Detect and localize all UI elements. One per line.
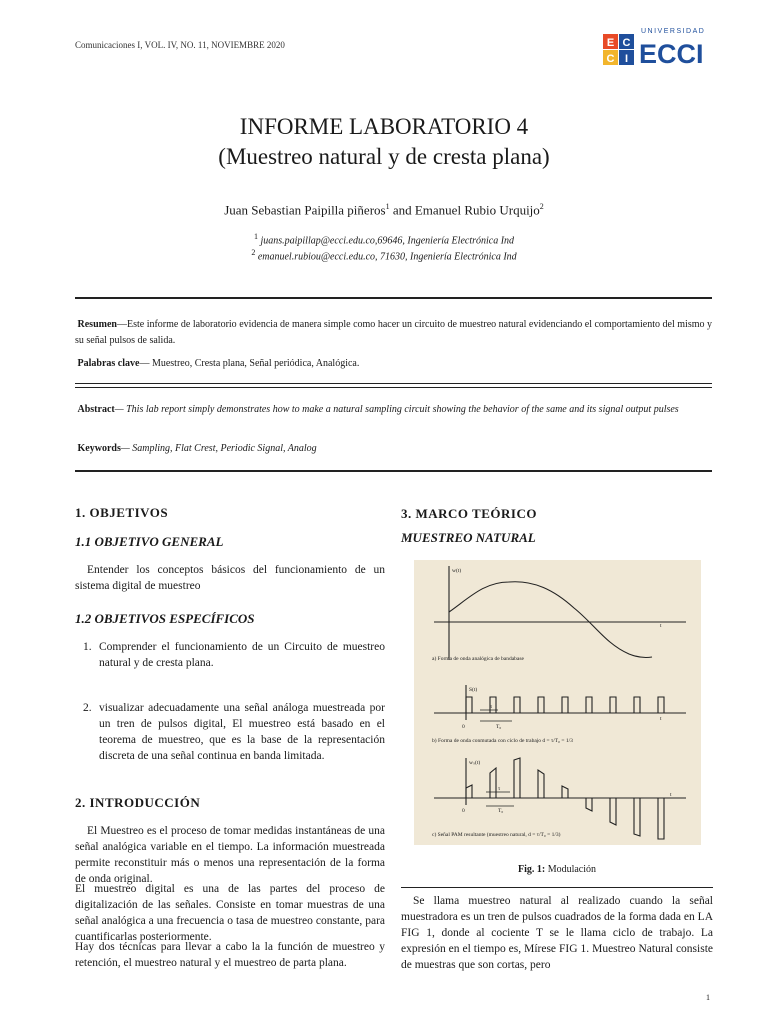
t0-label-b: T₀ [496, 724, 502, 730]
keywords-paragraph: Keywords— Sampling, Flat Crest, Periodic Signal, Analog [77, 443, 317, 454]
section-objetivos: 1. OBJETIVOS [75, 505, 169, 520]
resumen-label: Resumen [77, 319, 117, 330]
running-head: Comunicaciones I, VOL. IV, NO. 11, NOVIEMBRE 2020 [75, 40, 285, 50]
subsection-objetivos-especificos: 1.2 OBJETIVOS ESPECÍFICOS [75, 611, 255, 626]
divider-mid-1 [75, 383, 712, 384]
column-divider [401, 887, 713, 888]
subsection-objetivo-general: 1.1 OBJETIVO GENERAL [75, 534, 224, 549]
marco-paragraph: Se llama muestreo natural al realizado cuando la señal muestradora es un tren de pulsos cuadrados de la forma dada en LA FIG 1, donde al cociente T se le llama ciclo de trabajo. La expresión en el tiempo es, Mírese FIG 1. Muestreo Natural consiste de muestras que son cortas, pero [401, 895, 713, 971]
figure-modulacion [414, 560, 701, 845]
t0-label-c: T₀ [498, 808, 504, 814]
axis-label-s: S(t) [469, 687, 478, 693]
label-c: c) Señal PAM resultante (muestreo natural, d = τ/T₀ = 1/3) [432, 832, 561, 838]
author-1-sup: 1 [385, 202, 390, 211]
svg-text:I: I [624, 53, 629, 65]
logo-top-text: UNIVERSIDAD [641, 28, 706, 35]
abstract-label: Abstract [77, 404, 115, 415]
page-number: 1 [706, 993, 710, 1002]
palabras-clave: Palabras clave— Muestreo, Cresta plana, Señal periódica, Analógica. [77, 358, 360, 369]
paper-title-line1: INFORME LABORATORIO 4 [239, 114, 529, 139]
svg-text:C: C [606, 53, 615, 65]
section-marco-teorico: 3. MARCO TEÓRICO [401, 506, 537, 521]
divider-bottom [75, 470, 712, 472]
axis-label-ws: wₛ(t) [469, 760, 481, 766]
objetivo-item-1: 1. Comprender el funcionamiento de un Circuito de muestreo natural y de cresta plana. [83, 641, 385, 669]
zero-label-b: 0 [462, 724, 465, 730]
divider-mid-2 [75, 387, 712, 388]
university-logo [603, 24, 715, 66]
axis-t-c: t [670, 792, 672, 798]
author-2-sup: 2 [539, 202, 544, 211]
resumen-paragraph: Resumen—Este informe de laboratorio evidencia de manera simple como hacer un circuito de muestreo natural evidenciando el comportamiento del mismo y su señal pulsos de salida. [75, 319, 712, 346]
keywords-label: Keywords [77, 443, 121, 454]
logo-name: ECCI [639, 39, 704, 66]
author-list [0, 202, 768, 218]
zero-label-c: 0 [462, 808, 465, 814]
objetivo-item-2: 2. visualizar adecuadamente una señal análoga muestreada por un tren de pulsos digital, El muestreo está basado en el teorema de muestreo, que es la base de la representación discreta de una señal continua en banda limitada. [83, 702, 385, 762]
affiliation-2: $^2$ emanuel.rubiou@ecci.edu.co, 71630, Ingeniería Electrónica Ind [251, 248, 517, 263]
axis-t-b: t [660, 716, 662, 722]
tau-label-c: τ [498, 786, 501, 792]
affiliation-1: $^1$ juans.paipillap@ecci.edu.co,69646, Ingeniería Electrónica Ind [253, 232, 515, 247]
axis-t-a: t [660, 623, 662, 629]
divider-top [75, 297, 712, 299]
subsection-muestreo-natural: MUESTREO NATURAL [401, 530, 536, 545]
author-and: and [392, 202, 412, 218]
section-introduccion: 2. INTRODUCCIÓN [75, 795, 201, 810]
axis-label-w: w(t) [452, 568, 462, 574]
svg-text:E: E [606, 37, 615, 49]
abstract-paragraph: Abstract— This lab report simply demonstrates how to make a natural sampling circuit showing the behavior of the same and its signal output pulses [77, 404, 679, 415]
author-2: Emanuel Rubio Urquijo [414, 202, 540, 218]
intro-paragraph-2: El muestreo digital es una de las partes del proceso de digitalización de las señales. Consiste en tomar muestras de una señal analógica a una frecuencia o tasa de muestreo constante, para cuantificarlas posteriormente. [75, 883, 385, 943]
objetivo-general-text: Entender los conceptos básicos del funcionamiento de un sistema digital de muestreo [75, 564, 385, 592]
caption-label: Fig. 1: [517, 864, 546, 875]
tau-label-b: τ [490, 704, 493, 710]
label-b: b) Forma de onda conmutada con ciclo de trabajo d = τ/T₀ = 1/3 [432, 738, 573, 744]
label-a: a) Forma de onda analógica de bandabase [432, 656, 524, 662]
paper-title-line2: (Muestreo natural y de cresta plana) [218, 144, 550, 169]
figure-caption: Fig. 1: Modulación [517, 864, 597, 875]
intro-paragraph-3: Hay dos técnicas para llevar a cabo la la función de muestreo y retención, el muestreo natural y el muestreo de parta plana. [75, 941, 385, 969]
intro-paragraph-1: El Muestreo es el proceso de tomar medidas instantáneas de una señal analógica variable en el tiempo. La información muestreada permite reconstituir más o menos una representación de la forma de onda original. [75, 825, 385, 885]
palabras-label: Palabras clave [77, 358, 140, 369]
svg-text:C: C [622, 37, 631, 49]
author-1: Juan Sebastian Paipilla piñeros [224, 202, 386, 218]
